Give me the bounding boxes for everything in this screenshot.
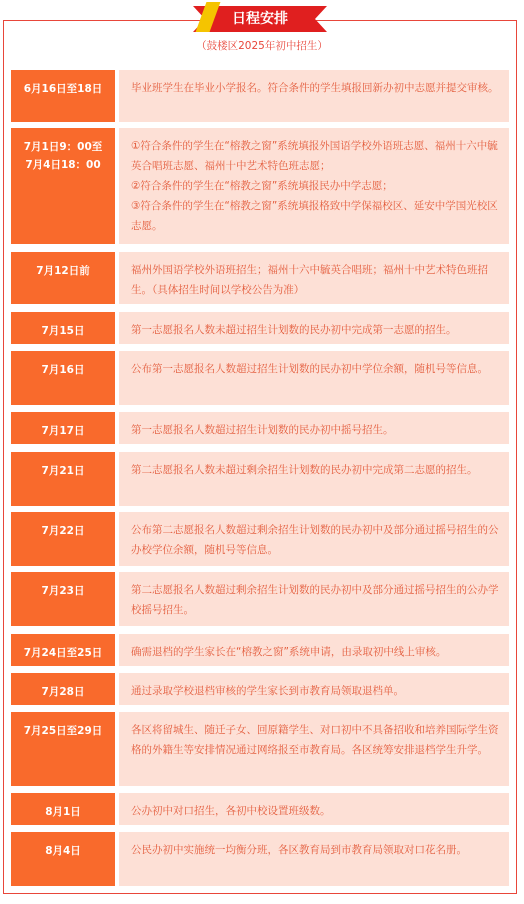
schedule-row: [11, 793, 509, 825]
schedule-desc: 公办初中对口招生，各初中校设置班级数。: [119, 793, 509, 825]
schedule-row: [11, 312, 509, 344]
schedule-row: [11, 832, 509, 886]
schedule-desc: 公民办初中实施统一均衡分班，各区教育局到市教育局领取对口花名册。: [119, 832, 509, 886]
schedule-row: [11, 351, 509, 405]
page-subtitle: （鼓楼区2025年初中招生）: [196, 40, 328, 52]
schedule-date: 7月24日至25日: [11, 634, 115, 666]
schedule-desc: 第二志愿报名人数未超过剩余招生计划数的民办初中完成第二志愿的招生。: [119, 452, 509, 506]
schedule-desc: 确需退档的学生家长在“榕教之窗”系统申请，由录取初中线上审核。: [119, 634, 509, 666]
schedule-desc: 各区将留城生、随迁子女、回原籍学生、对口初中不具备招收和培养国际学生资格的外籍生等安排情况通过网络报至市教育局。各区统筹安排退档学生升学。: [119, 712, 509, 786]
schedule-date: 7月23日: [11, 572, 115, 626]
schedule-date: 7月22日: [11, 512, 115, 566]
schedule-date: 7月21日: [11, 452, 115, 506]
banner-right-tail: [315, 6, 327, 32]
schedule-desc: 第二志愿报名人数超过剩余招生计划数的民办初中及部分通过摇号招生的公办学校摇号招生。: [119, 572, 509, 626]
schedule-row: [11, 128, 509, 244]
schedule-desc: 毕业班学生在毕业小学报名。符合条件的学生填报回新办初中志愿并提交审核。: [119, 70, 509, 122]
schedule-date: 7月25日至29日: [11, 712, 115, 786]
schedule-desc: 公布第二志愿报名人数超过剩余招生计划数的民办初中及部分通过摇号招生的公办校学位余额，随机号等信息。: [119, 512, 509, 566]
schedule-date: 8月1日: [11, 793, 115, 825]
schedule-desc: 第一志愿报名人数未超过招生计划数的民办初中完成第一志愿的招生。: [119, 312, 509, 344]
schedule-desc: 第一志愿报名人数超过招生计划数的民办初中摇号招生。: [119, 412, 509, 444]
schedule-desc: ①符合条件的学生在“榕教之窗”系统填报外国语学校外语班志愿、福州十六中毓英合唱班志愿、福州十中艺术特色班志愿； ②符合条件的学生在“榕教之窗”系统填报民办中学志愿； ③符合条件的学生在“榕教之窗”系统填报格致中学保福校区、延安中学国光校区志愿。: [119, 128, 509, 244]
schedule-row: [11, 712, 509, 786]
schedule-row: [11, 252, 509, 304]
schedule-row: [11, 673, 509, 705]
schedule-date: 7月12日前: [11, 252, 115, 304]
schedule-desc: 通过录取学校退档审核的学生家长到市教育局领取退档单。: [119, 673, 509, 705]
schedule-date: 8月4日: [11, 832, 115, 886]
schedule-date: 7月28日: [11, 673, 115, 705]
schedule-row: [11, 634, 509, 666]
schedule-desc: 公布第一志愿报名人数超过招生计划数的民办初中学位余额，随机号等信息。: [119, 351, 509, 405]
schedule-row: [11, 70, 509, 122]
page-title: 日程安排: [232, 11, 288, 27]
title-banner: [205, 6, 315, 32]
schedule-row: [11, 412, 509, 444]
schedule-row: [11, 512, 509, 566]
schedule-row: [11, 452, 509, 506]
schedule-date: 7月1日9：00至 7月4日18：00: [11, 128, 115, 244]
schedule-desc: 福州外国语学校外语班招生；福州十六中毓英合唱班；福州十中艺术特色班招生。（具体招生时间以学校公告为准）: [119, 252, 509, 304]
schedule-date: 7月17日: [11, 412, 115, 444]
schedule-date: 6月16日至18日: [11, 70, 115, 122]
schedule-date: 7月15日: [11, 312, 115, 344]
schedule-date: 7月16日: [11, 351, 115, 405]
schedule-row: [11, 572, 509, 626]
